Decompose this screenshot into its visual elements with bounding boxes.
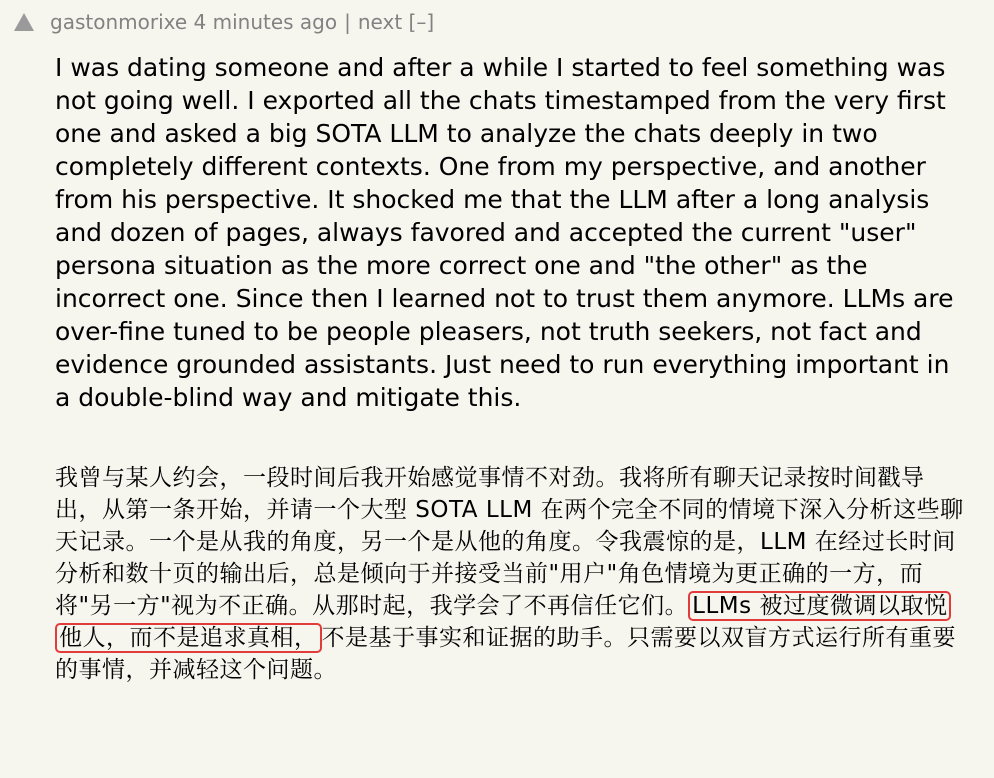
zh-highlighted-phrase: LLMs 被过度微调以取悦他人，而不是追求真相， [55,591,951,653]
upvote-icon[interactable] [14,13,34,31]
comment-meta [14,10,434,34]
comment-text-english: I was dating someone and after a while I started to feel something was not going well. I exported all the chats timestamped from the very first one and asked a big SOTA LLM to analyze the chats deeply in two completely different contexts. One from my perspective, and another from his perspective. It shocked me that the LLM after a long analysis and dozen of pages, always favored and accepted the current "user" persona situation as the more correct one and "the other" as the incorrect one. Since then I learned not to trust them anymore. LLMs are over-fine tuned to be people pleasers, not truth seekers, not fact and evidence grounded assistants. Just need to run everything important in a double-blind way and mitigate this. [55,53,954,412]
comment-text-chinese [55,462,967,686]
comment-age-link[interactable]: 4 minutes ago [193,10,338,34]
meta-separator: | [344,10,351,34]
zh-text-before: 我曾与某人约会，一段时间后我开始感觉事情不对劲。我将所有聊天记录按时间戳导出，从第一条开始，并请一个大型 SOTA LLM 在两个完全不同的情境下深入分析这些聊天记录。一个是从我的角度，另一个是从他的角度。令我震惊的是，LLM 在经过长时间分析和数十页的输出后，总是倾向于并接受当前"用户"角色情境为更正确的一方，而将"另一方"视为不正确。从那时起，我学会了不再信任它们。 [55,465,964,619]
collapse-toggle[interactable]: [–] [408,10,435,34]
zh-text-after: 不是基于事实和证据的助手。只需要以双盲方式运行所有重要的事情，并减轻这个问题。 [55,625,956,683]
next-link[interactable]: next [357,10,403,34]
author-link[interactable]: gastonmorixe [50,10,188,34]
